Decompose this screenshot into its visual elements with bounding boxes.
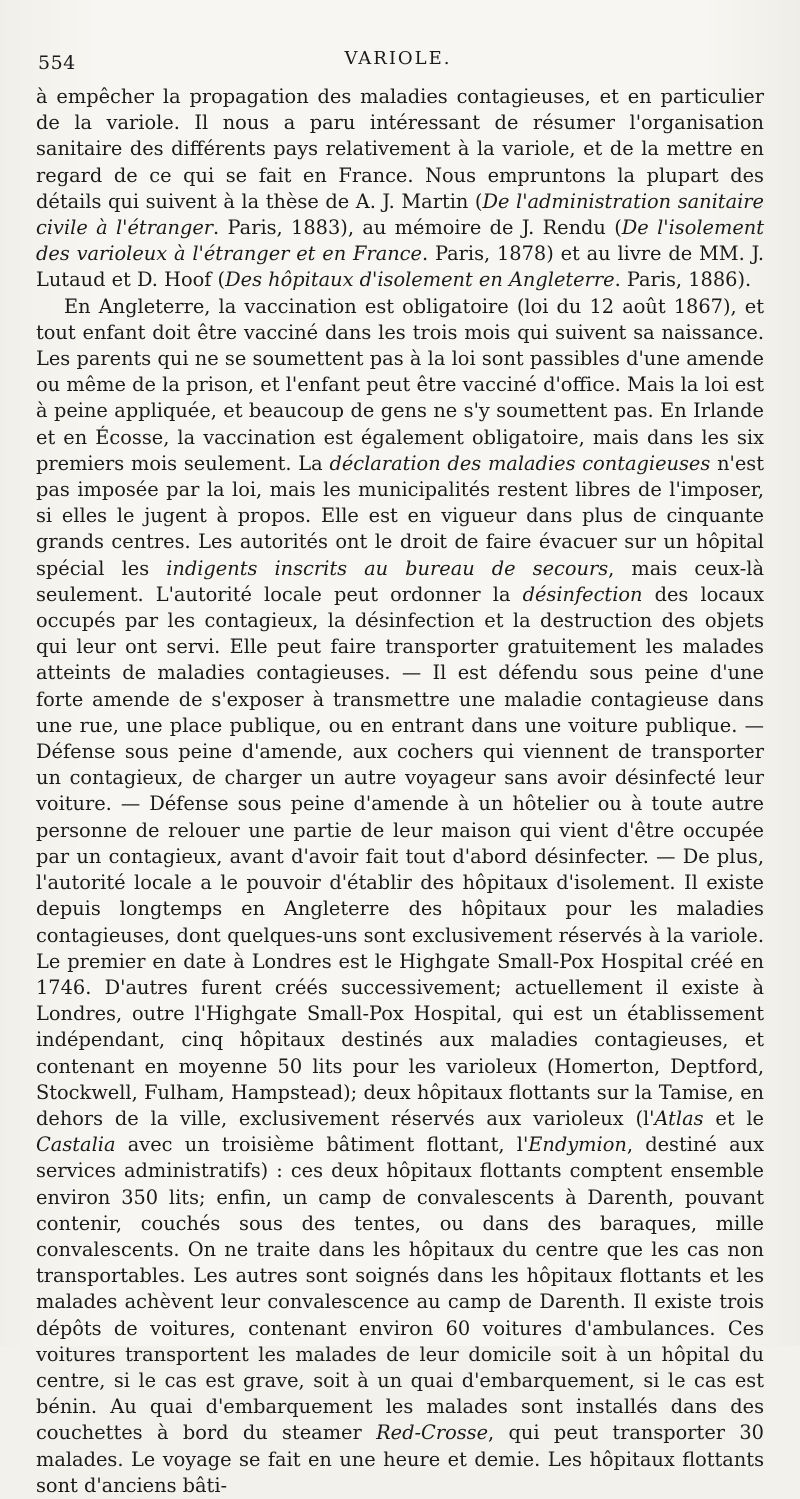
paragraph — [36, 294, 764, 1499]
page-header — [38, 46, 758, 82]
italic-text-run: De l'isolement des varioleux à l'étranger et en France — [36, 216, 764, 266]
paragraph — [36, 84, 764, 294]
italic-text-run: Castalia — [36, 1133, 116, 1157]
text-run: . Paris, 1878) et au livre de MM. J. Lutaud et D. Hoof ( — [36, 242, 764, 292]
text-run: à empêcher la propagation des maladies contagieuses, et en particulier de la variole. Il nous a paru intéressant de résumer l'organisation sanitaire des différents pays relativement à la variole, et de la mettre en regard de ce qui se fait en France. Nous empruntons la plupart des détails qui suivent à la thèse de A. J. Martin ( — [36, 85, 764, 213]
text-run: , destiné aux services administratifs) : ces deux hôpitaux flottants comptent ensemble environ 350 lits; enfin, un camp de convalescents à Darenth, pouvant contenir, couchés sous des tentes, ou dans des baraques, mille convalescents. On ne traite dans les hôpitaux du centre que les cas non transportables. Les autres sont soignés dans les hôpitaux flottants et les malades achèvent leur convalescence au camp de Darenth. Il existe trois dépôts de voitures, contenant environ 60 voitures d'ambulances. Ces voitures transportent les malades de leur domicile soit à un hôpital du centre, si le cas est grave, soit à un quai d'embarquement, si le cas est bénin. Au quai d'embarquement les malades sont installés dans des couchettes à bord du steamer — [36, 1133, 764, 1445]
body-text — [36, 84, 764, 1499]
italic-text-run: Endymion — [528, 1133, 627, 1157]
italic-text-run: déclaration des maladies contagieuses — [329, 451, 711, 475]
italic-text-run: Red-Crosse — [376, 1421, 489, 1445]
text-run: . Paris, 1883), au mémoire de J. Rendu ( — [213, 216, 622, 240]
italic-text-run: indigents inscrits au bureau de secours — [166, 556, 609, 580]
text-run: n'est pas imposée par la loi, mais les municipalités restent libres de l'imposer, si elles le jugent à propos. Elle est en vigueur dans plus de cinquante grands centres. Les autorités ont le droit de faire évacuer sur un hôpital spécial les — [36, 451, 764, 580]
italic-text-run: Des hôpitaux d'isolement en Angleterre — [225, 268, 615, 292]
text-run: avec un troisième bâtiment flottant, l' — [115, 1133, 529, 1157]
text-run: En Angleterre, la vaccination est obligatoire (loi du 12 août 1867), et tout enfant doit être vacciné dans les trois mois qui suivent sa naissance. Les parents qui ne se soumettent pas à la loi sont passibles d'une amende ou même de la prison, et l'enfant peut être vacciné d'office. Mais la loi est à peine appliquée, et beaucoup de gens ne s'y soumettent pas. En Irlande et en Écosse, la vaccination est également obligatoire, mais dans les six premiers mois seulement. La — [36, 294, 764, 475]
text-run: , mais ceux-là seulement. L'autorité locale peut ordonner la — [36, 556, 764, 606]
text-run: , qui peut transporter 30 malades. Le voyage se fait en une heure et demie. Les hôpitaux flottants sont d'anciens bâti- — [36, 1421, 764, 1497]
running-head: VARIOLE. — [344, 48, 452, 69]
text-run: des locaux occupés par les contagieux, la désinfection et la destruction des objets qui leur ont servi. Elle peut faire transporter gratuitement les malades atteints de maladies contagieuses. — Il est défendu sous peine d'une forte amende de s'exposer à transmettre une maladie contagieuse dans une rue, une place publique, ou en entrant dans une voiture publique. — Défense sous peine d'amende, aux cochers qui viennent de transporter un contagieux, de charger un autre voyageur sans avoir désinfecté leur voiture. — Défense sous peine d'amende à un hôtelier ou à toute autre personne de relouer une partie de leur maison qui vient d'être occupée par un contagieux, avant d'avoir fait tout d'abord désinfecter. — De plus, l'autorité locale a le pouvoir d'établir des hôpitaux d'isolement. Il existe depuis longtemps en Angleterre des hôpitaux pour les maladies contagieuses, dont quelques-uns sont exclusivement réservés à la variole. Le premier en date à Londres est le Highgate Small-Pox Hospital créé en 1746. D'autres furent créés successivement; actuellement il existe à Londres, outre l'Highgate Small-Pox Hospital, qui est un établissement indépendant, cinq hôpitaux destinés aux maladies contagieuses, et contenant en moyenne 50 lits pour les varioleux (Homerton, Deptford, Stockwell, Fulham, Hampstead); deux hôpitaux flottants sur la Tamise, en dehors de la ville, exclusivement réservés aux varioleux (l' — [36, 582, 765, 1130]
text-run: et le — [703, 1106, 765, 1130]
text-run: . Paris, 1886). — [614, 268, 752, 292]
italic-text-run: désinfection — [522, 582, 643, 606]
italic-text-run: Atlas — [654, 1106, 704, 1130]
page-number: 554 — [38, 52, 76, 74]
italic-text-run: De l'administration sanitaire civile à l'étranger — [36, 189, 764, 240]
